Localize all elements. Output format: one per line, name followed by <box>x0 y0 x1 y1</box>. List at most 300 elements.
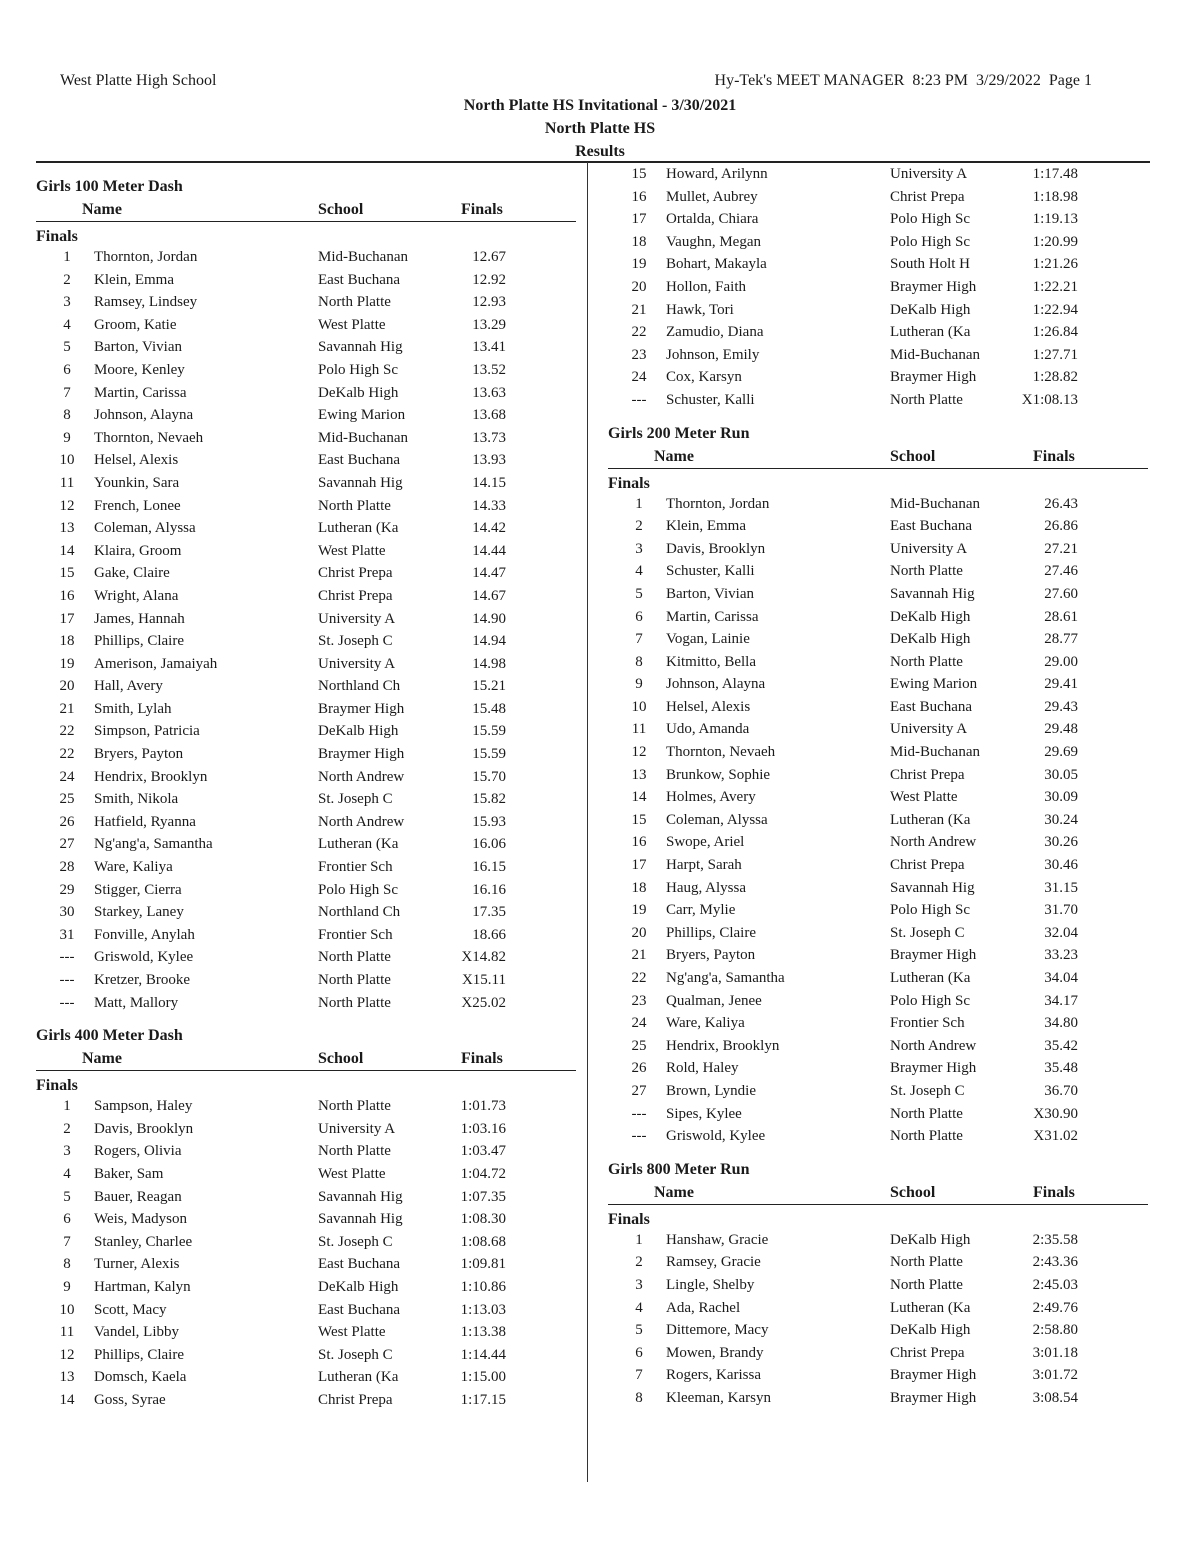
school-name: St. Joseph C <box>890 1082 965 1099</box>
finals-mark: X25.02 <box>461 994 506 1011</box>
finals-mark: 27.21 <box>1044 540 1078 557</box>
result-row <box>608 877 1148 900</box>
result-row <box>608 1251 1148 1274</box>
place: 6 <box>63 1211 71 1228</box>
athlete-name: Goss, Syrae <box>94 1391 166 1408</box>
place: 25 <box>631 1037 647 1054</box>
place: 30 <box>59 904 75 921</box>
finals-mark: 14.90 <box>472 610 506 627</box>
result-row <box>36 495 576 518</box>
result-row <box>36 404 576 427</box>
school-name: Braymer High <box>890 1060 977 1077</box>
finals-mark: 13.93 <box>472 452 506 469</box>
result-row <box>36 1186 576 1209</box>
finals-mark: 13.63 <box>472 384 506 401</box>
finals-mark: 15.70 <box>472 768 506 785</box>
athlete-name: Harpt, Sarah <box>666 857 742 874</box>
place: --- <box>59 949 75 966</box>
result-row <box>36 1366 576 1389</box>
finals-mark: 13.68 <box>472 407 506 424</box>
result-row <box>608 831 1148 854</box>
athlete-name: Klaira, Groom <box>94 542 182 559</box>
finals-mark: 26.43 <box>1044 495 1078 512</box>
result-row <box>608 1387 1148 1410</box>
school-name: North Andrew <box>318 813 405 830</box>
result-row <box>36 246 576 269</box>
finals-mark: X14.82 <box>461 949 506 966</box>
school-header-col: School <box>890 447 936 465</box>
school-name: Lutheran (Ka <box>890 1299 971 1316</box>
result-row <box>36 788 576 811</box>
school-name: Mid-Buchanan <box>318 249 408 265</box>
school-name: Christ Prepa <box>318 1391 393 1408</box>
school-name: East Buchana <box>890 698 973 715</box>
school-name: East Buchana <box>890 518 973 535</box>
school-name: Polo High Sc <box>318 361 399 378</box>
place: 21 <box>631 301 647 318</box>
place: 1 <box>635 495 643 512</box>
athlete-name: Ware, Kaliya <box>666 1015 745 1032</box>
result-row <box>36 382 576 405</box>
finals-mark: 29.69 <box>1044 744 1078 761</box>
school-name: University A <box>318 1120 396 1137</box>
athlete-name: Schuster, Kalli <box>666 563 755 580</box>
finals-mark: 1:13.03 <box>460 1301 506 1318</box>
school-name: East Buchana <box>318 271 401 288</box>
place: 7 <box>63 384 71 401</box>
result-row <box>608 1080 1148 1103</box>
athlete-name: Stigger, Cierra <box>94 881 182 898</box>
finals-mark: 1:10.86 <box>460 1278 506 1295</box>
athlete-name: Johnson, Alayna <box>94 407 194 424</box>
school-name: Mid-Buchanan <box>890 495 980 512</box>
meet-manager-header: Hy-Tek's MEET MANAGER 8:23 PM 3/29/2022 Page 1 <box>714 72 1092 89</box>
school-name: North Platte <box>890 1254 963 1271</box>
place: 18 <box>631 233 647 250</box>
athlete-name: Amerison, Jamaiyah <box>94 655 218 672</box>
school-name: Frontier Sch <box>318 859 393 876</box>
place: 23 <box>631 992 647 1009</box>
finals-mark: 13.29 <box>472 316 506 333</box>
result-row <box>608 1125 1148 1148</box>
place: 4 <box>63 1165 71 1182</box>
school-name: Polo High Sc <box>890 233 971 250</box>
place: 12 <box>59 1346 75 1363</box>
place: 1 <box>635 1231 643 1248</box>
place: 28 <box>59 859 75 876</box>
athlete-name: Helsel, Alexis <box>666 698 751 715</box>
place: 1 <box>63 249 71 265</box>
result-row <box>36 879 576 902</box>
school-name: Christ Prepa <box>890 766 965 783</box>
finals-mark: 14.98 <box>472 655 506 672</box>
result-row <box>36 833 576 856</box>
place: 20 <box>59 678 75 695</box>
result-row <box>36 811 576 834</box>
school-name: West Platte <box>318 316 386 333</box>
finals-mark: 1:09.81 <box>460 1256 506 1273</box>
athlete-name: Moore, Kenley <box>94 361 185 378</box>
school-name: University A <box>318 610 396 627</box>
finals-mark: 34.80 <box>1044 1015 1078 1032</box>
athlete-name: Udo, Amanda <box>666 721 750 738</box>
finals-mark: 26.86 <box>1044 518 1078 535</box>
athlete-name: Klein, Emma <box>666 518 746 535</box>
result-row <box>36 1163 576 1186</box>
place: 29 <box>59 881 75 898</box>
athlete-name: Griswold, Kylee <box>666 1128 766 1145</box>
place: 14 <box>59 1391 75 1408</box>
school-name: North Platte <box>318 972 391 988</box>
finals-mark: 32.04 <box>1044 924 1078 941</box>
results-list-continued <box>608 163 1148 412</box>
event-title: Girls 100 Meter Dash <box>36 178 183 195</box>
school-name: University A <box>890 540 968 557</box>
school-name: North Platte <box>318 994 391 1011</box>
result-row <box>608 651 1148 674</box>
result-row <box>608 208 1148 231</box>
athlete-name: Domsch, Kaela <box>94 1369 187 1386</box>
athlete-name: Howard, Arilynn <box>666 166 768 182</box>
column-header <box>36 1048 576 1071</box>
result-row <box>608 1103 1148 1126</box>
school-name: Northland Ch <box>318 904 401 921</box>
finals-mark: X30.90 <box>1033 1105 1078 1122</box>
school-name: North Platte <box>890 1105 963 1122</box>
place: --- <box>59 972 75 988</box>
finals-mark: 35.48 <box>1044 1060 1078 1077</box>
result-row <box>36 472 576 495</box>
result-row <box>36 449 576 472</box>
results-title: Results <box>575 143 625 160</box>
result-row <box>608 560 1148 583</box>
place: 18 <box>631 879 647 896</box>
school-header-col: School <box>890 1183 936 1201</box>
finals-mark: 1:21.26 <box>1032 256 1078 273</box>
results-list <box>608 1229 1148 1410</box>
event-girls-400 <box>36 1024 576 1411</box>
finals-mark: 12.92 <box>472 271 506 288</box>
athlete-name: Zamudio, Diana <box>666 324 764 341</box>
place: 20 <box>631 278 647 295</box>
place: 3 <box>63 294 71 311</box>
name-header: Name <box>82 1050 122 1068</box>
finals-mark: 13.52 <box>472 361 506 378</box>
finals-mark: 1:22.94 <box>1032 301 1078 318</box>
finals-mark: 29.43 <box>1044 698 1078 715</box>
school-name: Christ Prepa <box>318 565 393 582</box>
athlete-name: Ramsey, Gracie <box>666 1254 761 1271</box>
athlete-name: Younkin, Sara <box>94 474 180 491</box>
school-name: North Platte <box>318 294 391 311</box>
column-header <box>608 1182 1148 1205</box>
school-name: Braymer High <box>890 1367 977 1384</box>
finals-mark: X15.11 <box>461 972 506 988</box>
finals-mark: 3:01.18 <box>1032 1344 1078 1361</box>
school-name: DeKalb High <box>890 631 971 648</box>
finals-mark: 16.15 <box>472 859 506 876</box>
school-name: St. Joseph C <box>318 791 393 808</box>
finals-mark: 15.59 <box>472 746 506 763</box>
finals-mark: 29.41 <box>1044 676 1078 693</box>
result-row <box>36 562 576 585</box>
result-row <box>36 720 576 743</box>
result-row <box>36 992 576 1015</box>
place: 14 <box>631 789 647 806</box>
athlete-name: Helsel, Alexis <box>94 452 179 469</box>
athlete-name: Hall, Avery <box>94 678 163 695</box>
school-name: North Platte <box>318 949 391 966</box>
place: 11 <box>59 474 75 491</box>
finals-mark: 2:35.58 <box>1032 1231 1078 1248</box>
result-row <box>36 969 576 992</box>
place: 7 <box>635 631 643 648</box>
name-header: Name <box>654 1183 694 1201</box>
athlete-name: Ortalda, Chiara <box>666 211 759 228</box>
place: 19 <box>59 655 75 672</box>
athlete-name: Bohart, Makayla <box>666 256 767 273</box>
place: 3 <box>63 1143 71 1160</box>
result-row <box>36 1231 576 1254</box>
result-row <box>608 366 1148 389</box>
athlete-name: Gake, Claire <box>94 565 170 582</box>
result-row <box>608 493 1148 516</box>
finals-mark: 12.93 <box>472 294 506 311</box>
place: 5 <box>635 585 643 602</box>
place: 10 <box>631 698 647 715</box>
school-name: West Platte <box>318 1165 386 1182</box>
result-row <box>36 336 576 359</box>
place: 21 <box>631 947 647 964</box>
athlete-name: Matt, Mallory <box>94 994 179 1011</box>
school-name: Ewing Marion <box>318 407 406 424</box>
finals-mark: 1:08.68 <box>460 1233 506 1250</box>
result-row <box>608 944 1148 967</box>
athlete-name: Starkey, Laney <box>94 904 184 921</box>
finals-mark: 31.70 <box>1044 902 1078 919</box>
result-row <box>608 344 1148 367</box>
school-name: St. Joseph C <box>318 1346 393 1363</box>
place: 7 <box>63 1233 71 1250</box>
school-header: West Platte High School <box>60 72 217 89</box>
school-name: West Platte <box>318 1324 386 1341</box>
place: --- <box>59 994 75 1011</box>
result-row <box>608 276 1148 299</box>
finals-mark: 1:17.48 <box>1032 166 1078 182</box>
place: 2 <box>635 518 643 535</box>
result-row <box>36 291 576 314</box>
place: 14 <box>59 542 75 559</box>
finals-mark: 2:49.76 <box>1032 1299 1078 1316</box>
name-header: Name <box>82 201 122 218</box>
result-row <box>36 269 576 292</box>
finals-header: Finals <box>1033 1183 1075 1201</box>
result-row <box>608 990 1148 1013</box>
finals-section-label: Finals <box>608 474 650 492</box>
result-row <box>36 766 576 789</box>
result-row <box>608 1229 1148 1252</box>
result-row <box>36 946 576 969</box>
finals-mark: 1:03.47 <box>460 1143 506 1160</box>
place: 4 <box>635 563 643 580</box>
place: 19 <box>631 902 647 919</box>
finals-header: Finals <box>461 1050 503 1068</box>
place: 5 <box>63 339 71 356</box>
finals-mark: 14.42 <box>472 520 506 537</box>
place: 4 <box>63 316 71 333</box>
finals-header: Finals <box>1033 447 1075 465</box>
result-row <box>36 1118 576 1141</box>
place: 8 <box>635 1389 643 1406</box>
result-row <box>36 1253 576 1276</box>
school-name: St. Joseph C <box>318 633 393 650</box>
athlete-name: Kitmitto, Bella <box>666 653 756 670</box>
school-name: North Andrew <box>890 834 977 851</box>
finals-mark: 1:28.82 <box>1032 369 1078 386</box>
athlete-name: Sipes, Kylee <box>666 1105 742 1122</box>
school-name: Polo High Sc <box>318 881 399 898</box>
athlete-name: Kretzer, Brooke <box>94 972 191 988</box>
school-name: Polo High Sc <box>890 211 971 228</box>
school-name: North Platte <box>890 1276 963 1293</box>
athlete-name: Hatfield, Ryanna <box>94 813 196 830</box>
school-name: Lutheran (Ka <box>890 324 971 341</box>
athlete-name: Ada, Rachel <box>666 1299 741 1316</box>
school-name: DeKalb High <box>318 1278 399 1295</box>
finals-section-label: Finals <box>36 1077 78 1095</box>
finals-mark: 34.04 <box>1044 970 1078 986</box>
place: 17 <box>59 610 75 627</box>
finals-mark: 16.16 <box>472 881 506 898</box>
finals-mark: 1:27.71 <box>1032 346 1078 363</box>
place: 3 <box>635 540 643 557</box>
finals-mark: 3:08.54 <box>1032 1389 1078 1406</box>
school-name: West Platte <box>890 789 958 806</box>
result-row <box>36 517 576 540</box>
athlete-name: Carr, Mylie <box>666 902 736 919</box>
place: 22 <box>631 324 647 341</box>
athlete-name: Smith, Lylah <box>94 700 172 717</box>
result-row <box>608 1342 1148 1365</box>
place: 17 <box>631 857 647 874</box>
finals-mark: 2:58.80 <box>1032 1322 1078 1339</box>
place: 24 <box>59 768 75 785</box>
place: 6 <box>63 361 71 378</box>
place: 3 <box>635 1276 643 1293</box>
place: 12 <box>631 744 647 761</box>
result-row <box>608 718 1148 741</box>
school-name: Christ Prepa <box>890 188 965 205</box>
place: 9 <box>63 1278 71 1295</box>
athlete-name: Brown, Lyndie <box>666 1082 756 1099</box>
finals-mark: 14.33 <box>472 497 506 514</box>
result-row <box>608 741 1148 764</box>
result-row <box>608 696 1148 719</box>
place: 16 <box>631 834 647 851</box>
result-row <box>36 901 576 924</box>
result-row <box>608 1364 1148 1387</box>
place: 2 <box>63 271 71 288</box>
finals-mark: 1:17.15 <box>460 1391 506 1408</box>
finals-mark: 13.41 <box>472 339 506 356</box>
school-name: North Platte <box>890 653 963 670</box>
athlete-name: Phillips, Claire <box>94 1346 184 1363</box>
result-row <box>36 427 576 450</box>
athlete-name: Mowen, Brandy <box>666 1344 764 1361</box>
school-name: Ewing Marion <box>890 676 978 693</box>
athlete-name: Rogers, Olivia <box>94 1143 182 1160</box>
place: 7 <box>635 1367 643 1384</box>
place: 13 <box>59 520 75 537</box>
place: 27 <box>59 836 75 853</box>
finals-mark: 18.66 <box>472 926 506 943</box>
school-name: North Andrew <box>890 1037 977 1054</box>
result-row <box>608 628 1148 651</box>
result-row <box>36 359 576 382</box>
school-name: DeKalb High <box>318 723 399 740</box>
place: 9 <box>635 676 643 693</box>
finals-mark: 15.48 <box>472 700 506 717</box>
event-title: Girls 800 Meter Run <box>608 1160 750 1178</box>
school-name: North Platte <box>318 1143 391 1160</box>
place: 8 <box>63 1256 71 1273</box>
school-name: DeKalb High <box>890 608 971 625</box>
result-row <box>608 899 1148 922</box>
results-list <box>608 493 1148 1148</box>
finals-mark: 1:08.30 <box>460 1211 506 1228</box>
school-header-col: School <box>318 201 364 218</box>
athlete-name: Ramsey, Lindsey <box>94 294 198 311</box>
athlete-name: Groom, Katie <box>94 316 177 333</box>
finals-mark: 16.06 <box>472 836 506 853</box>
place: 23 <box>631 346 647 363</box>
right-column <box>608 163 1148 1410</box>
result-row <box>36 1344 576 1367</box>
finals-mark: 14.94 <box>472 633 506 650</box>
school-name: DeKalb High <box>890 301 971 318</box>
athlete-name: Thornton, Nevaeh <box>94 429 204 446</box>
school-name: St. Joseph C <box>890 924 965 941</box>
finals-mark: 15.59 <box>472 723 506 740</box>
finals-mark: 1:04.72 <box>460 1165 506 1182</box>
place: 26 <box>631 1060 647 1077</box>
athlete-name: Swope, Ariel <box>666 834 745 851</box>
school-name: Christ Prepa <box>890 1344 965 1361</box>
result-row <box>608 1035 1148 1058</box>
place: 31 <box>59 926 75 943</box>
school-name: Polo High Sc <box>890 902 971 919</box>
event-title: Girls 200 Meter Run <box>608 424 750 442</box>
school-name: St. Joseph C <box>318 1233 393 1250</box>
result-row <box>608 538 1148 561</box>
athlete-name: Johnson, Alayna <box>666 676 766 693</box>
meet-title: North Platte HS Invitational - 3/30/2021 <box>463 97 737 114</box>
place: --- <box>631 1105 647 1122</box>
school-name: DeKalb High <box>318 384 399 401</box>
athlete-name: Vaughn, Megan <box>666 233 761 250</box>
result-row <box>36 608 576 631</box>
school-name: North Platte <box>318 497 391 514</box>
school-name: Braymer High <box>890 369 977 386</box>
result-row <box>608 606 1148 629</box>
school-name: University A <box>890 721 968 738</box>
result-row <box>36 585 576 608</box>
result-row <box>608 764 1148 787</box>
athlete-name: Baker, Sam <box>94 1165 164 1182</box>
finals-mark: 15.21 <box>472 678 506 695</box>
athlete-name: Thornton, Jordan <box>666 495 770 512</box>
athlete-name: Bauer, Reagan <box>94 1188 182 1205</box>
